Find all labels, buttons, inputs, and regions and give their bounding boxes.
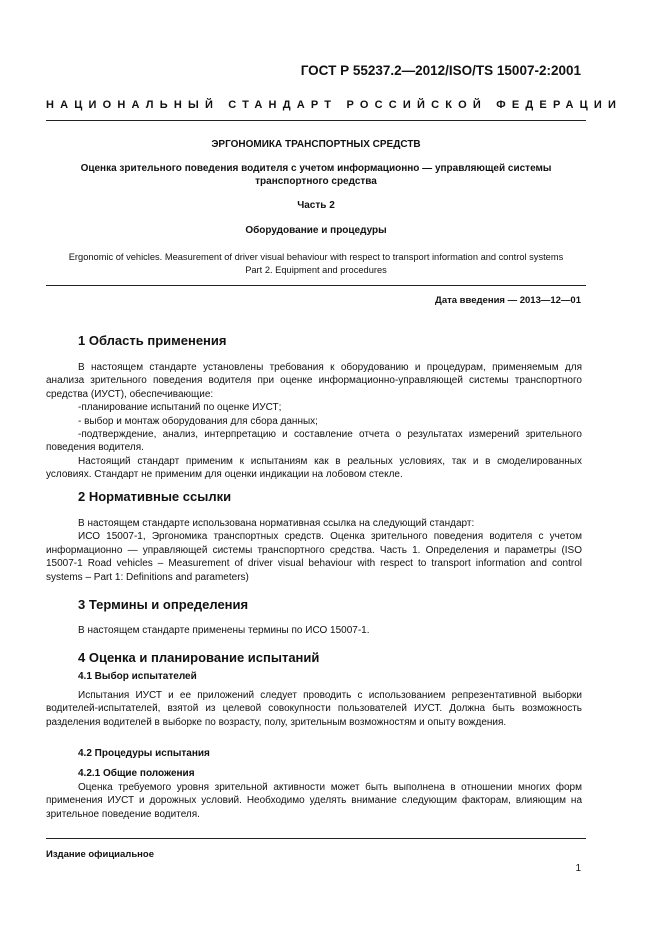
section-1-heading: 1 Область применения <box>78 333 227 348</box>
standard-code: ГОСТ Р 55237.2—2012/ISO/TS 15007-2:2001 <box>300 63 581 78</box>
section-4-2-heading: 4.2 Процедуры испытания <box>78 748 210 759</box>
top-divider <box>46 120 586 121</box>
section-3-heading: 3 Термины и определения <box>78 597 249 612</box>
introduction-date: Дата введения — 2013—12—01 <box>435 295 581 306</box>
subtitle-line-2: транспортного средства <box>255 176 377 187</box>
footer-divider <box>46 838 586 839</box>
section-3-para-1: В настоящем стандарте применены термины по ИСО 15007-1. <box>78 625 370 636</box>
section-2-body <box>46 517 582 584</box>
subtitle-line-1: Оценка зрительного поведения водителя с учетом информационно — управляющей системы <box>80 163 552 174</box>
section-3-body <box>46 624 582 637</box>
english-title <box>46 251 586 276</box>
section-4-2-1-heading: 4.2.1 Общие положения <box>78 768 195 779</box>
section-1-para-1: В настоящем стандарте установлены требования к оборудованию и процедурам, применяемым для анализа зрительного поведения водителя при оценке информационно-управляющей системы транспортного средства (ИУСТ), обеспечивающие: <box>46 362 582 400</box>
section-1-para-2: Настоящий стандарт применим к испытаниям как в реальных условиях, так и в смоделированных условиях. Стандарт не применим для оценки индикации на лобовом стекле. <box>46 455 582 481</box>
part-title: Оборудование и процедуры <box>245 225 387 236</box>
page-number: 1 <box>575 863 581 874</box>
document-subtitle <box>46 162 586 188</box>
part-number: Часть 2 <box>297 200 335 211</box>
section-2-heading: 2 Нормативные ссылки <box>78 489 232 504</box>
section-4-2-1-body <box>46 781 582 821</box>
edition-label: Издание официальное <box>46 849 154 860</box>
section-4-1-heading: 4.1 Выбор испытателей <box>78 671 197 682</box>
section-4-1-body <box>46 689 582 729</box>
section-1-item-1: -планирование испытаний по оценке ИУСТ; <box>78 402 282 414</box>
section-2-para-2: ИСО 15007-1, Эргономика транспортных средств. Оценка зрительного поведения водителя с учетом информационно — управляющей системы транспортного средства. Часть 1. Определения и параметры (ISO 15007-1 Road vehicles – Measurement of driver visual behaviour with respect to transport information and control systems – Part 1: Definitions and parameters) <box>46 531 582 583</box>
section-4-heading: 4 Оценка и планирование испытаний <box>78 650 320 665</box>
english-title-line-1: Ergonomic of vehicles. Measurement of driver visual behaviour with respect to transport information and control systems <box>68 252 564 262</box>
english-title-line-2: Part 2. Equipment and procedures <box>245 264 387 275</box>
document-title: ЭРГОНОМИКА ТРАНСПОРТНЫХ СРЕДСТВ <box>211 139 421 150</box>
section-4-1-para: Испытания ИУСТ и ее приложений следует проводить с использованием репрезентативной выборки водителей-испытателей, взятой из целевой совокупности пользователей ИУСТ. Должна быть возможность разделения водителей в выборке по возрасту, полу, зрительным возможностям и опыту вождения. <box>46 690 582 728</box>
title-divider <box>46 285 586 286</box>
national-standard-banner: НАЦИОНАЛЬНЫЙ СТАНДАРТ РОССИЙСКОЙ ФЕДЕРАЦИИ <box>46 99 623 111</box>
section-1-body <box>46 361 582 482</box>
section-1-item-3: -подтверждение, анализ, интерпретацию и составление отчета о результатах измерений зрительного поведения водителя. <box>46 429 582 454</box>
section-4-2-1-para: Оценка требуемого уровня зрительной активности может быть выполнена в отношении многих форм применения ИУСТ и дорожных условий. Необходимо уделять внимание следующим факторам, влияющим на зрительное поведение водителя. <box>46 782 582 820</box>
section-1-item-2: - выбор и монтаж оборудования для сбора данных; <box>78 415 318 427</box>
section-2-para-1: В настоящем стандарте использована нормативная ссылка на следующий стандарт: <box>78 518 475 529</box>
